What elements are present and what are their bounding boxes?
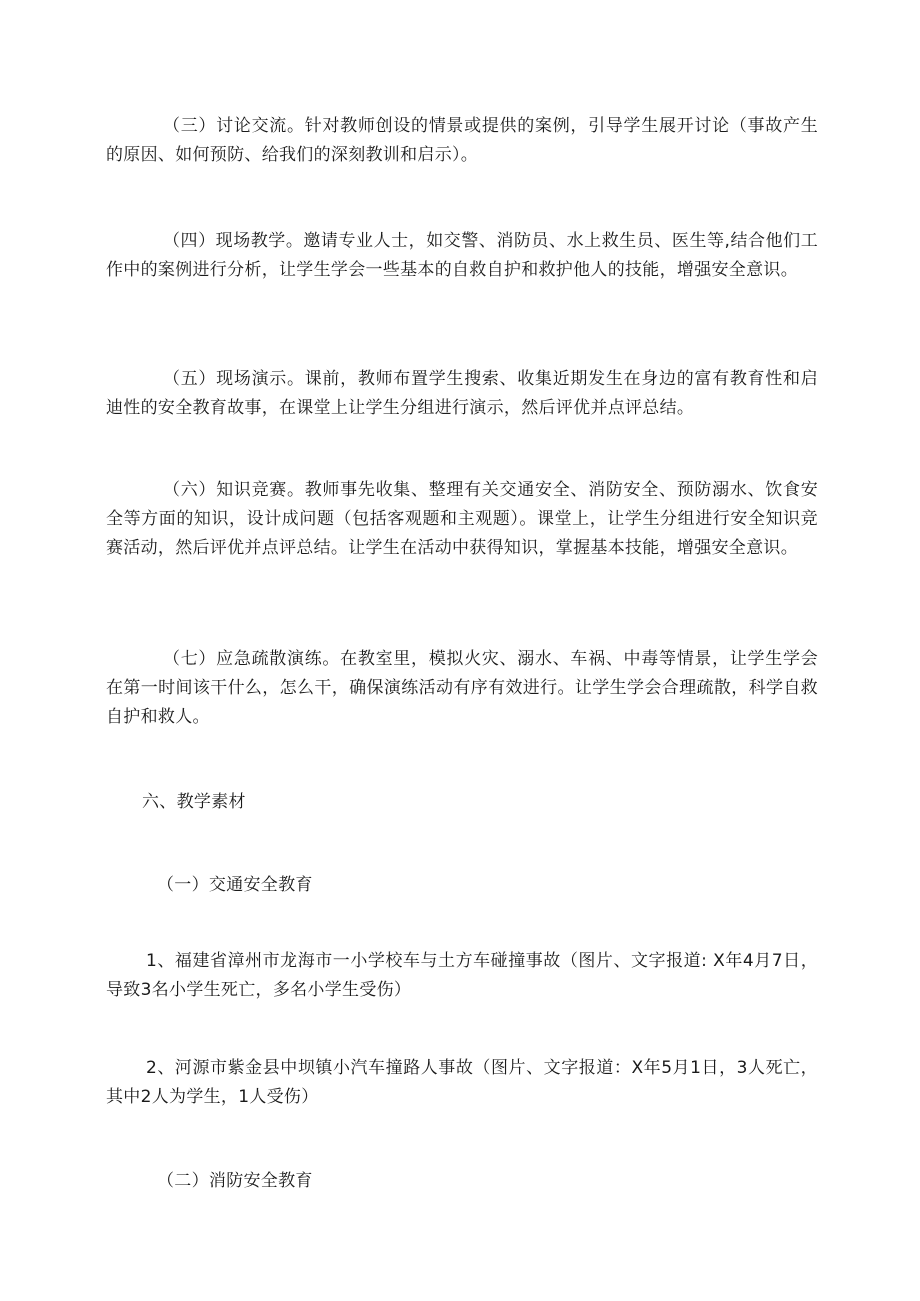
section-heading-materials: 六、教学素材 xyxy=(142,792,246,812)
subsection-heading-traffic: （一）交通安全教育 xyxy=(157,875,313,895)
paragraph-knowledge-contest: （六）知识竞赛。教师事先收集、整理有关交通安全、消防安全、预防溺水、饮食安全等方面的知识，设计成问题（包括客观题和主观题）。课堂上，让学生分组进行安全知识竞赛活动，然后评优并点评总结。让学生在活动中获得知识，掌握基本技能，增强安全意识。 xyxy=(106,480,818,558)
subsection-heading-fire: （二）消防安全教育 xyxy=(157,1171,313,1191)
list-item-traffic-1: 1、福建省漳州市龙海市一小学校车与土方车碰撞事故（图片、文字报道: X年4月7日，导致3名小学生死亡，多名小学生受伤） xyxy=(106,951,818,1000)
paragraph-discussion: （三）讨论交流。针对教师创设的情景或提供的案例，引导学生展开讨论（事故产生的原因、如何预防、给我们的深刻教训和启示）。 xyxy=(106,116,818,165)
paragraph-onsite-demo: （五）现场演示。课前，教师布置学生搜索、收集近期发生在身边的富有教育性和启迪性的安全教育故事，在课堂上让学生分组进行演示，然后评优并点评总结。 xyxy=(106,369,818,418)
paragraph-onsite-teaching: （四）现场教学。邀请专业人士，如交警、消防员、水上救生员、医生等,结合他们工作中的案例进行分析，让学生学会一些基本的自救自护和救护他人的技能，增强安全意识。 xyxy=(106,231,818,280)
paragraph-evacuation-drill: （七）应急疏散演练。在教室里，模拟火灾、溺水、车祸、中毒等情景，让学生学会在第一时间该干什么，怎么干，确保演练活动有序有效进行。让学生学会合理疏散，科学自救自护和救人。 xyxy=(106,649,818,727)
list-item-traffic-2: 2、河源市紫金县中坝镇小汽车撞路人事故（图片、文字报道：X年5月1日，3人死亡，其中2人为学生，1人受伤） xyxy=(106,1058,818,1107)
